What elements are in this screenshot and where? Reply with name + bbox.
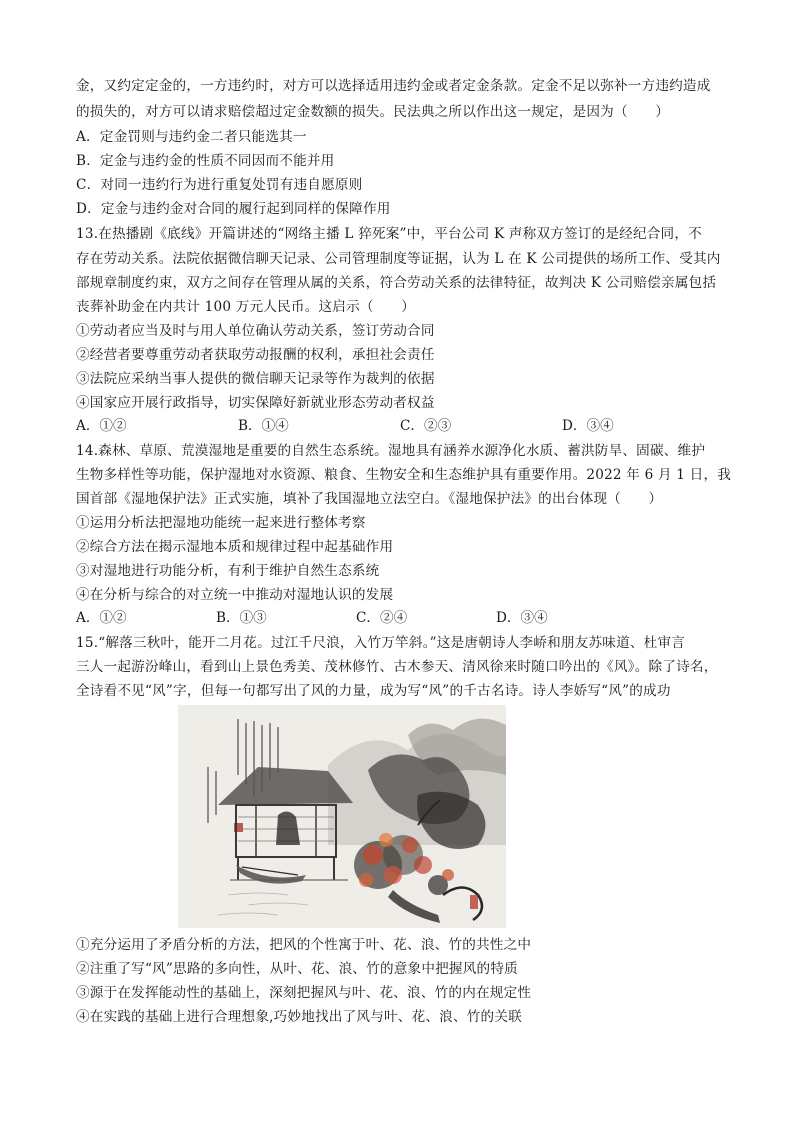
q12-option-d: D．定金与违约金对合同的履行起到同样的保障作用: [76, 201, 391, 217]
q15-item-1: ①充分运用了矛盾分析的方法，把风的个性寓于叶、花、浪、竹的共性之中: [76, 937, 532, 953]
q13-stem-line-2: 存在劳动关系。法院依据微信聊天记录、公司管理制度等证据，认为 L 在 K 公司提供的场所工作、受其内: [76, 251, 721, 267]
q13-item-4: ④国家应开展行政指导，切实保障好新就业形态劳动者权益: [76, 395, 435, 411]
q14-item-1: ①运用分析法把湿地功能统一起来进行整体考察: [76, 515, 366, 531]
q12-stem-line-2: 的损失的，对方可以请求赔偿超过定金数额的损失。民法典之所以作出这一规定，是因为（ ）: [76, 104, 670, 120]
q13-choice-c: C．②③: [400, 418, 452, 434]
q12-option-b: B．定金与违约金的性质不同因而不能并用: [76, 153, 335, 169]
q13-stem-line-4: 丧葬补助金在内共计 100 万元人民币。这启示（ ）: [76, 299, 416, 315]
q13-item-2: ②经营者要尊重劳动者获取劳动报酬的权利，承担社会责任: [76, 347, 435, 363]
q13-choice-d: D．③④: [562, 418, 614, 434]
q14-stem-line-1: 14.森林、草原、荒漠湿地是重要的自然生态系统。湿地具有涵养水源净化水质、蓄洪防旱、固碳、维护: [76, 443, 706, 459]
q13-item-3: ③法院应采纳当事人提供的微信聊天记录等作为裁判的依据: [76, 371, 435, 387]
q14-item-4: ④在分析与综合的对立统一中推动对湿地认识的发展: [76, 587, 394, 603]
q13-item-1: ①劳动者应当及时与用人单位确认劳动关系，签订劳动合同: [76, 323, 435, 339]
q14-stem-line-3: 国首部《湿地保护法》正式实施，填补了我国湿地立法空白。《湿地保护法》的出台体现（ ）: [76, 491, 663, 507]
q14-choices: [76, 607, 726, 629]
q14-choice-b: B．①③: [216, 610, 267, 626]
q13-stem-line-1: 13.在热播剧《底线》开篇讲述的“网络主播 L 猝死案”中，平台公司 K 声称双方签订的是经纪合同，不: [76, 226, 702, 242]
q15-item-2: ②注重了写“风”思路的多向性，从叶、花、浪、竹的意象中把握风的特质: [76, 961, 518, 977]
q15-item-3: ③源于在发挥能动性的基础上，深刻把握风与叶、花、浪、竹的内在规定性: [76, 985, 532, 1001]
q13-stem-line-3: 部规章制度约束，双方之间存在管理从属的关系，符合劳动关系的法律特征，故判决 K 公司赔偿亲属包括: [76, 275, 717, 291]
q13-choices: [76, 415, 726, 437]
q12-option-c: C．对同一违约行为进行重复处罚有违自愿原则: [76, 177, 363, 193]
q14-stem-line-2: 生物多样性等功能，保护湿地对水资源、粮食、生物安全和生态维护具有重要作用。2022 年 6 月 1 日，我: [76, 467, 732, 483]
q13-choice-a: A．①②: [76, 418, 127, 434]
q14-choice-a: A．①②: [76, 610, 127, 626]
q15-stem-line-3: 全诗看不见“风”字，但每一句都写出了风的力量，成为写“风”的千古名诗。诗人李娇写“风”的成功: [76, 683, 671, 699]
q14-item-2: ②综合方法在揭示湿地本质和规律过程中起基础作用: [76, 539, 394, 555]
q15-stem-line-2: 三人一起游汾峰山，看到山上景色秀美、茂林修竹、古木参天、清风徐来时随口吟出的《风》。除了诗名，: [76, 659, 718, 675]
q12-stem-line-1: 金，又约定定金的，一方违约时，对方可以选择适用违约金或者定金条款。定金不足以弥补一方违约造成: [76, 78, 711, 94]
q15-item-4: ④在实践的基础上进行合理想象,巧妙地找出了风与叶、花、浪、竹的关联: [76, 1009, 522, 1025]
ink-painting-svg: [178, 705, 506, 928]
q15-stem-line-1: 15.“解落三秋叶，能开二月花。过江千尺浪，入竹万竿斜。”这是唐朝诗人李峤和朋友苏味道、杜审言: [76, 635, 686, 651]
q14-choice-c: C．②④: [356, 610, 408, 626]
q13-choice-b: B．①④: [238, 418, 289, 434]
q14-choice-d: D．③④: [496, 610, 548, 626]
q12-option-a: A．定金罚则与违约金二者只能选其一: [76, 129, 307, 145]
ink-painting-image: [178, 705, 506, 928]
q14-item-3: ③对湿地进行功能分析，有利于维护自然生态系统: [76, 563, 380, 579]
